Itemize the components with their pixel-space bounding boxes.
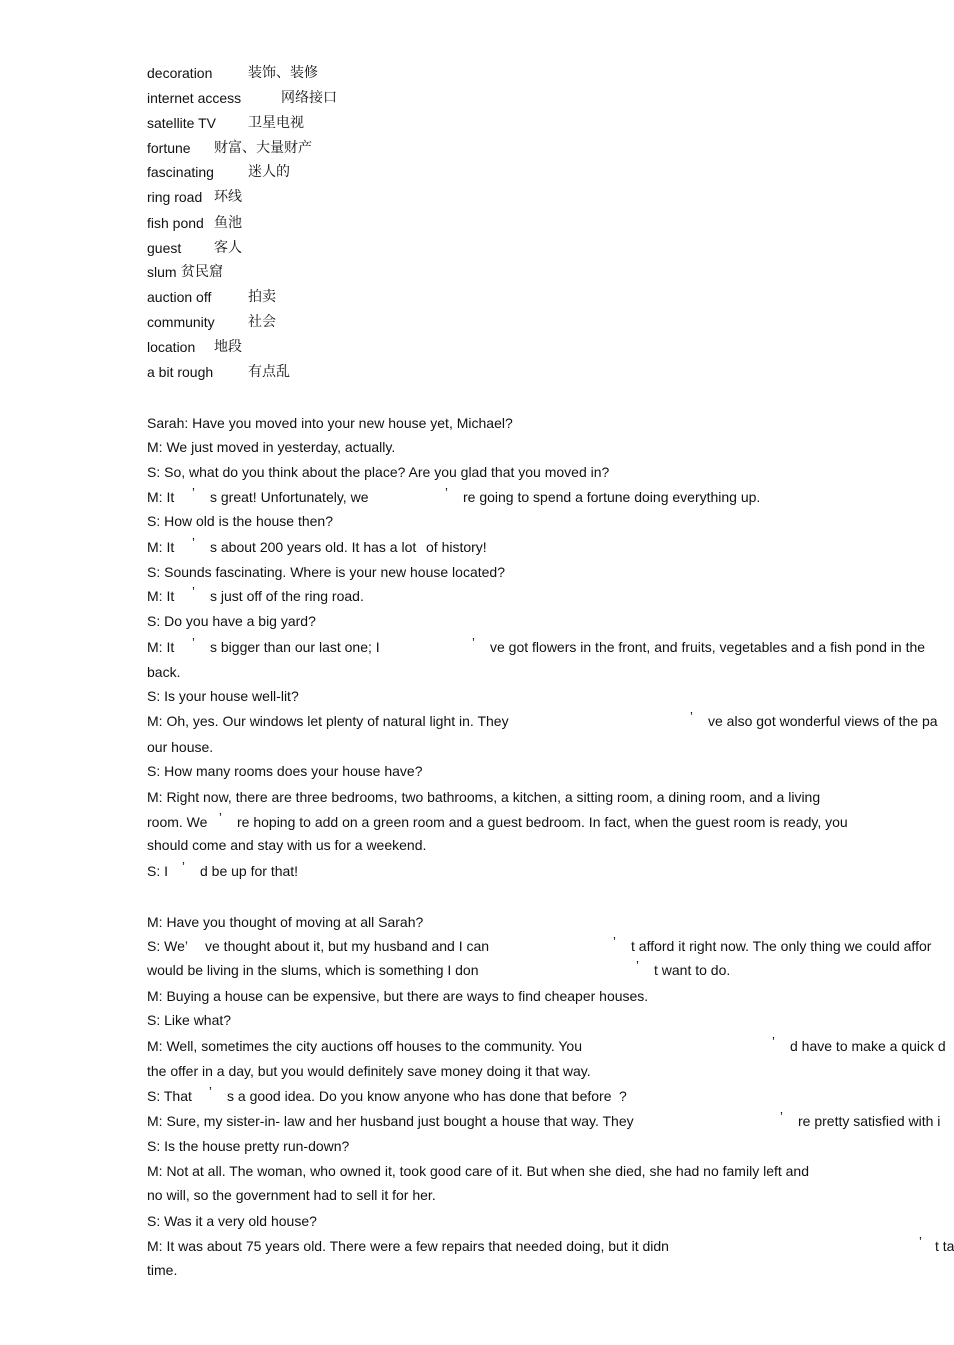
dialogue-text: M: Right now, there are three bedrooms, two bathrooms, a kitchen, a sitting room, a dining room, and a living bbox=[147, 789, 821, 805]
vocab-chinese: 贫民窟 bbox=[181, 264, 223, 280]
dialogue-text: re pretty satisfied with i bbox=[798, 1113, 941, 1129]
apostrophe: ’ bbox=[445, 485, 448, 500]
apostrophe: ’ bbox=[780, 1109, 783, 1124]
dialogue-text: t afford it right now. The only thing we could affor bbox=[631, 938, 932, 954]
dialogue-text: S: That bbox=[147, 1088, 192, 1104]
dialogue-text: should come and stay with us for a weekend. bbox=[147, 837, 427, 853]
dialogue-text: M: Well, sometimes the city auctions off houses to the community. You bbox=[147, 1038, 582, 1054]
dialogue-text: s bigger than our last one; I bbox=[210, 639, 380, 655]
vocab-english: fortune bbox=[147, 140, 191, 156]
dialogue-text: M: We just moved in yesterday, actually. bbox=[147, 439, 396, 455]
apostrophe: ’ bbox=[192, 535, 195, 550]
dialogue-text: ve thought about it, but my husband and I can bbox=[205, 938, 490, 954]
vocab-english: slum bbox=[147, 264, 177, 280]
vocab-chinese: 网络接口 bbox=[281, 90, 337, 106]
dialogue-text: d have to make a quick d bbox=[790, 1038, 946, 1054]
dialogue-text: M: Not at all. The woman, who owned it, took good care of it. But when she died, she had no family left and bbox=[147, 1163, 810, 1179]
vocab-chinese: 社会 bbox=[248, 314, 276, 330]
vocab-english: ring road bbox=[147, 189, 203, 205]
dialogue-text: t want to do. bbox=[654, 962, 731, 978]
vocab-chinese: 地段 bbox=[214, 339, 242, 355]
apostrophe: ’ bbox=[182, 859, 185, 874]
vocab-chinese: 迷人的 bbox=[248, 164, 290, 180]
dialogue-text: S: Is the house pretty run-down? bbox=[147, 1138, 350, 1154]
dialogue-text: s a good idea. Do you know anyone who has done that before bbox=[227, 1088, 612, 1104]
dialogue-text: s just off of the ring road. bbox=[210, 588, 364, 604]
vocab-english: location bbox=[147, 339, 196, 355]
vocab-chinese: 财富、大量财产 bbox=[214, 140, 312, 156]
dialogue-text: time. bbox=[147, 1262, 178, 1278]
dialogue-text: Sarah: Have you moved into your new house yet, Michael? bbox=[147, 415, 513, 431]
dialogue-text: no will, so the government had to sell it for her. bbox=[147, 1187, 436, 1203]
dialogue-text: re hoping to add on a green room and a guest bedroom. In fact, when the guest room is ready, you bbox=[237, 814, 848, 830]
dialogue-text: ve also got wonderful views of the pa bbox=[708, 713, 938, 729]
dialogue-text: s great! Unfortunately, we bbox=[210, 489, 369, 505]
vocab-english: fascinating bbox=[147, 164, 214, 180]
vocab-chinese: 客人 bbox=[214, 240, 242, 256]
dialogue-text: re going to spend a fortune doing everything up. bbox=[463, 489, 761, 505]
dialogue-text: M: It bbox=[147, 639, 175, 655]
vocab-english: fish pond bbox=[147, 215, 204, 231]
dialogue-text: S: Was it a very old house? bbox=[147, 1213, 317, 1229]
vocab-english: a bit rough bbox=[147, 364, 214, 380]
vocab-chinese: 拍卖 bbox=[248, 289, 276, 305]
dialogue-text: M: It bbox=[147, 539, 175, 555]
dialogue-text: S: So, what do you think about the place? Are you glad that you moved in? bbox=[147, 464, 610, 480]
apostrophe: ’ bbox=[472, 635, 475, 650]
dialogue-text: ? bbox=[619, 1088, 627, 1104]
vocab-chinese: 卫星电视 bbox=[248, 115, 304, 131]
dialogue-text: would be living in the slums, which is something I don bbox=[147, 962, 479, 978]
vocab-english: community bbox=[147, 314, 215, 330]
apostrophe: ’ bbox=[209, 1084, 212, 1099]
dialogue-text: M: Buying a house can be expensive, but there are ways to find cheaper houses. bbox=[147, 988, 649, 1004]
vocab-english: decoration bbox=[147, 65, 213, 81]
dialogue-text: S: I bbox=[147, 863, 169, 879]
dialogue-text: S: Sounds fascinating. Where is your new house located? bbox=[147, 564, 505, 580]
vocab-chinese: 鱼池 bbox=[214, 215, 242, 231]
apostrophe: ’ bbox=[219, 810, 222, 825]
apostrophe: ’ bbox=[772, 1034, 775, 1049]
dialogue-text: the offer in a day, but you would definitely save money doing it that way. bbox=[147, 1063, 591, 1079]
apostrophe: ’ bbox=[192, 635, 195, 650]
dialogue-text: our house. bbox=[147, 739, 214, 755]
vocab-english: guest bbox=[147, 240, 182, 256]
apostrophe: ’ bbox=[690, 709, 693, 724]
dialogue-text: M: It bbox=[147, 489, 175, 505]
dialogue-text: S: Do you have a big yard? bbox=[147, 613, 316, 629]
dialogue-text: M: Have you thought of moving at all Sarah? bbox=[147, 914, 424, 930]
dialogue-text: M: It bbox=[147, 588, 175, 604]
vocab-english: internet access bbox=[147, 90, 242, 106]
dialogue-text: s about 200 years old. It has a lot bbox=[210, 539, 417, 555]
dialogue-text: room. We bbox=[147, 814, 208, 830]
dialogue-text: M: Oh, yes. Our windows let plenty of natural light in. They bbox=[147, 713, 509, 729]
dialogue-text: M: Sure, my sister-in- law and her husband just bought a house that way. They bbox=[147, 1113, 634, 1129]
vocab-english: auction off bbox=[147, 289, 212, 305]
dialogue-text: S: How many rooms does your house have? bbox=[147, 763, 423, 779]
dialogue-text: t ta bbox=[935, 1238, 954, 1254]
vocab-chinese: 有点乱 bbox=[248, 364, 290, 380]
dialogue-text: of history! bbox=[426, 539, 487, 555]
dialogue-text: S: We’ bbox=[147, 938, 188, 954]
dialogue-text: ve got flowers in the front, and fruits, vegetables and a fish pond in the bbox=[490, 639, 926, 655]
apostrophe: ’ bbox=[636, 958, 639, 973]
vocab-english: satellite TV bbox=[147, 115, 216, 131]
dialogue-text: S: How old is the house then? bbox=[147, 513, 334, 529]
dialogue-text: S: Like what? bbox=[147, 1012, 232, 1028]
dialogue-text: back. bbox=[147, 664, 181, 680]
apostrophe: ’ bbox=[192, 584, 195, 599]
dialogue-text: M: It was about 75 years old. There were a few repairs that needed doing, but it didn bbox=[147, 1238, 669, 1254]
vocab-chinese: 环线 bbox=[214, 189, 242, 205]
apostrophe: ’ bbox=[613, 934, 616, 949]
dialogue-text: S: Is your house well-lit? bbox=[147, 688, 299, 704]
apostrophe: ’ bbox=[919, 1234, 922, 1249]
vocab-chinese: 装饰、装修 bbox=[248, 65, 318, 81]
dialogue-text: d be up for that! bbox=[200, 863, 299, 879]
apostrophe: ’ bbox=[192, 485, 195, 500]
